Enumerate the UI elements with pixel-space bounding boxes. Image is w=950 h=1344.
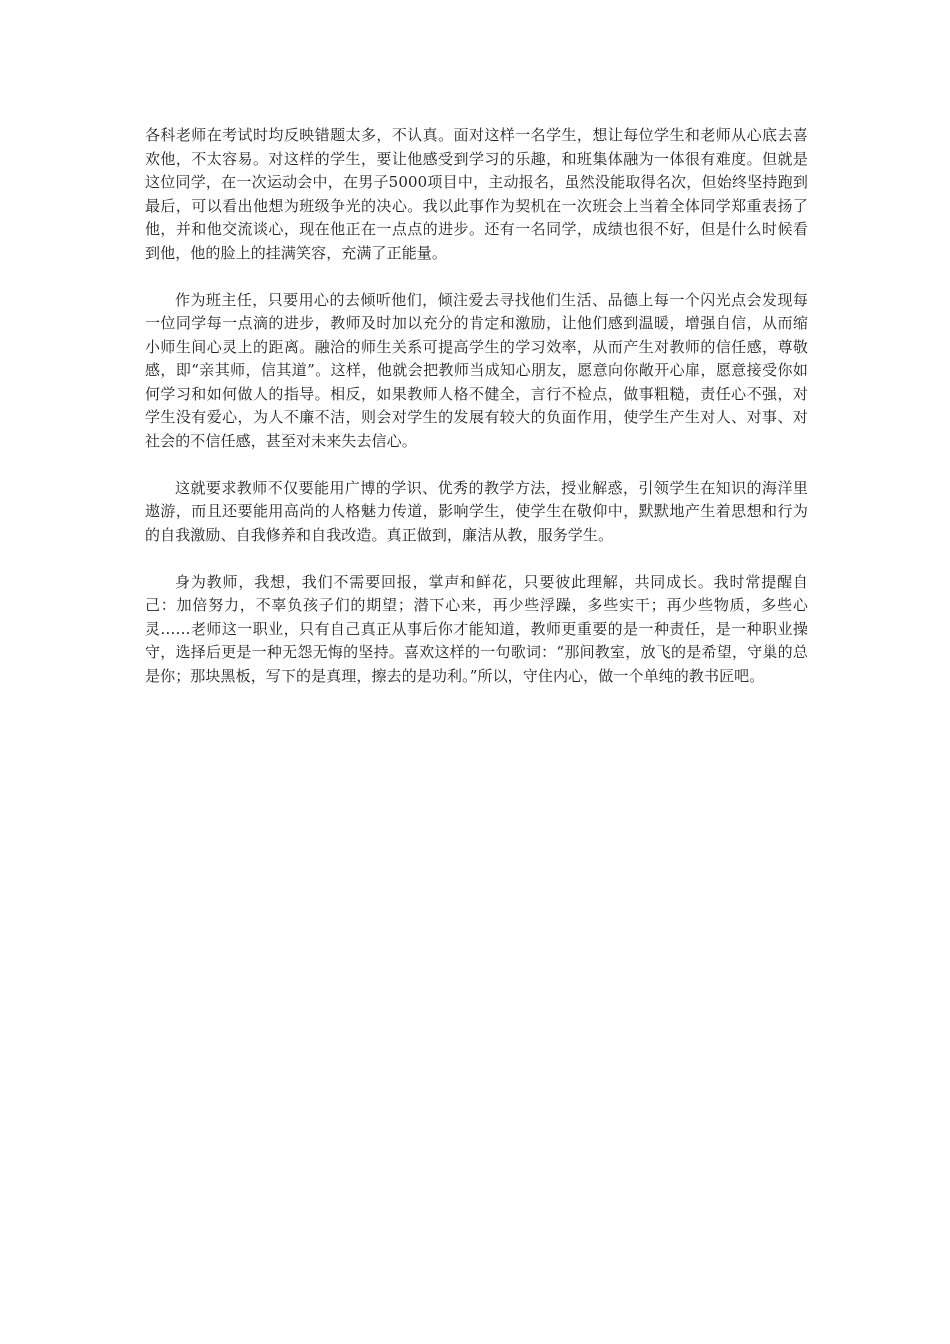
paragraph-1: 各科老师在考试时均反映错题太多，不认真。面对这样一名学生，想让每位学生和老师从心底去喜欢他，不太容易。对这样的学生，要让他感受到学习的乐趣，和班集体融为一体很有难度。但就是这位同学，在一次运动会中，在男子5000项目中，主动报名，虽然没能取得名次，但始终坚持跑到最后，可以看出他想为班级争光的决心。我以此事作为契机在一次班会上当着全体同学郑重表扬了他，并和他交流谈心，现在他正在一点点的进步。还有一名同学，成绩也很不好，但是什么时候看到他，他的脸上的挂满笑容，充满了正能量。: [145, 126, 808, 262]
paragraph-3: 这就要求教师不仅要能用广博的学识、优秀的教学方法，授业解惑，引领学生在知识的海洋里遨游，而且还要能用高尚的人格魅力传道，影响学生，使学生在敬仰中，默默地产生着思想和行为的自我激励、自我修养和自我改造。真正做到，廉洁从教，服务学生。: [145, 478, 808, 544]
paragraph-4: 身为教师，我想，我们不需要回报，掌声和鲜花，只要彼此理解，共同成长。我时常提醒自己：加倍努力，不辜负孩子们的期望；潜下心来，再少些浮躁，多些实干；再少些物质，多些心灵……老师这一职业，只有自己真正从事后你才能知道，教师更重要的是一种责任，是一种职业操守，选择后更是一种无怨无悔的坚持。喜欢这样的一句歌词：“那间教室，放飞的是希望，守巢的总是你；那块黑板，写下的是真理，擦去的是功利。”所以，守住内心，做一个单纯的教书匠吧。: [145, 572, 808, 685]
document-body: [145, 124, 808, 712]
paragraph-2: 作为班主任，只要用心的去倾听他们，倾注爱去寻找他们生活、品德上每一个闪光点会发现每一位同学每一点滴的进步，教师及时加以充分的肯定和激励，让他们感到温暖，增强自信，从而缩小师生间心灵上的距离。融洽的师生关系可提高学生的学习效率，从而产生对教师的信任感，尊敬感，即“亲其师，信其道”。这样，他就会把教师当成知心朋友，愿意向你敞开心扉，愿意接受你如何学习和如何做人的指导。相反，如果教师人格不健全，言行不检点，做事粗糙，责任心不强，对学生没有爱心，为人不廉不洁，则会对学生的发展有较大的负面作用，使学生产生对人、对事、对社会的不信任感，甚至对未来失去信心。: [145, 290, 808, 450]
